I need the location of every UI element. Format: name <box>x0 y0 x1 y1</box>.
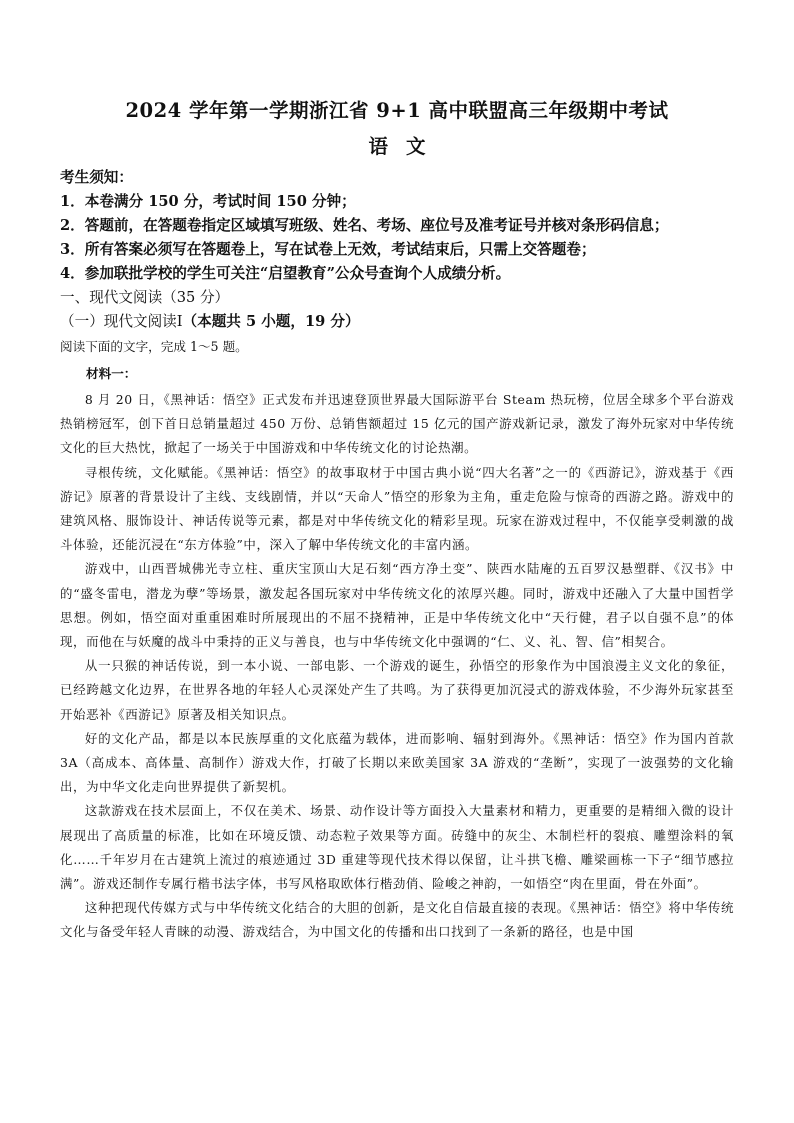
passage-paragraph: 从一只猴的神话传说，到一本小说、一部电影、一个游戏的诞生，孙悟空的形象作为中国浪漫主义文化的象征，已经跨越文化边界，在世界各地的年轻人心灵深处产生了共鸣。为了获得更加沉浸式的游戏体验，不少海外玩家甚至开始恶补《西游记》原著及相关知识点。 <box>60 658 734 722</box>
material-label: 材料一： <box>86 366 137 381</box>
passage-paragraph: 这种把现代传媒方式与中华传统文化结合的大胆的创新，是文化自信最直接的表现。《黑神话：悟空》将中华传统文化与备受年轻人青睐的动漫、游戏结合，为中国文化的传播和出口找到了一条新的路径，也是中国 <box>60 900 734 940</box>
notice-block <box>60 166 734 286</box>
notice-item: 4．参加联批学校的学生可关注“启望教育”公众号查询个人成绩分析。 <box>60 265 511 282</box>
passage-paragraph: 寻根传统，文化赋能。《黑神话：悟空》的故事取材于中国古典小说“四大名著”之一的《西游记》，游戏基于《西游记》原著的背景设计了主线、支线剧情，并以“天命人”悟空的形象为主角，重走危险与惊奇的西游之路。游戏中的建筑风格、服饰设计、神话传说等元素，都是对中华传统文化的精彩呈现。玩家在游戏过程中，不仅能享受刺激的战斗体验，还能沉浸在“东方体验”中，深入了解中华传统文化的丰富内涵。 <box>60 464 734 553</box>
passage-paragraph: 游戏中，山西晋城佛光寺立柱、重庆宝顶山大足石刻“西方净土变”、陕西水陆庵的五百罗汉悬塑群、《汉书》中的“盛冬雷电，潜龙为孽”等场景，激发起各国玩家对中华传统文化的浓厚兴趣。同时，游戏中还融入了大量中国哲学思想。例如，悟空面对重重困难时所展现出的不屈不挠精神，正是中华传统文化中“天行健，君子以自强不息”的体现，而他在与妖魔的战斗中秉持的正义与善良，也与中华传统文化中强调的“仁、义、礼、智、信”相契合。 <box>60 561 734 650</box>
notice-item: 2．答题前，在答题卷指定区域填写班级、姓名、考场、座位号及准考证号并核对条形码信息； <box>60 217 669 234</box>
notice-heading: 考生须知： <box>60 169 133 186</box>
exam-title: 2024 学年第一学期浙江省 9+1 高中联盟高三年级期中考试 <box>125 99 669 122</box>
notice-item: 3．所有答案必须写在答题卷上，写在试卷上无效，考试结束后，只需上交答题卷； <box>60 241 596 258</box>
subject-title: 语文 <box>368 135 444 158</box>
section-heading: 一、现代文阅读（35 分） <box>60 289 230 306</box>
passage-paragraph: 这款游戏在技术层面上，不仅在美术、场景、动作设计等方面投入大量素材和精力，更重要的是精细入微的设计展现出了高质量的标准，比如在环境反馈、动态粒子效果等方面。砖缝中的灰尘、木制栏杆的裂痕、雕塑涂料的氧化……千年岁月在古建筑上流过的痕迹通过 3D 重建等现代技术得以保留，让斗拱飞檐、雕梁画栋一下子“细节感拉满”。游戏还制作专属行楷书法字体，书写风格取欧体行楷劲俏、险峻之神韵，一如悟空“肉在里面，骨在外面”。 <box>60 803 734 892</box>
passage-paragraph: 8 月 20 日，《黑神话：悟空》正式发布并迅速登顶世界最大国际游平台 Steam 热玩榜，位居全球多个平台游戏热销榜冠军，创下首日总销量超过 450 万份、总销售额超过 15 亿元的国产游戏新记录，激发了海外玩家对中华传统文化的巨大热忱，掀起了一场关于中国游戏和中华传统文化的讨论热潮。 <box>60 392 734 456</box>
subsection-detail: （本题共 5 小题，19 分） <box>182 313 360 330</box>
notice-item: 1．本卷满分 150 分，考试时间 150 分钟； <box>60 193 356 210</box>
reading-passage <box>60 388 734 945</box>
subsection-label: （一）现代文阅读Ⅰ <box>60 313 183 330</box>
reading-prompt: 阅读下面的文字，完成 1～5 题。 <box>60 339 248 354</box>
subsection-heading <box>60 310 734 334</box>
passage-paragraph: 好的文化产品，都是以本民族厚重的文化底蕴为载体，进而影响、辐射到海外。《黑神话：悟空》作为国内首款 3A（高成本、高体量、高制作）游戏大作，打破了长期以来欧美国家 3A 游戏的“垄断”，实现了一波强势的文化输出，为中华文化走向世界提供了新契机。 <box>60 730 734 795</box>
